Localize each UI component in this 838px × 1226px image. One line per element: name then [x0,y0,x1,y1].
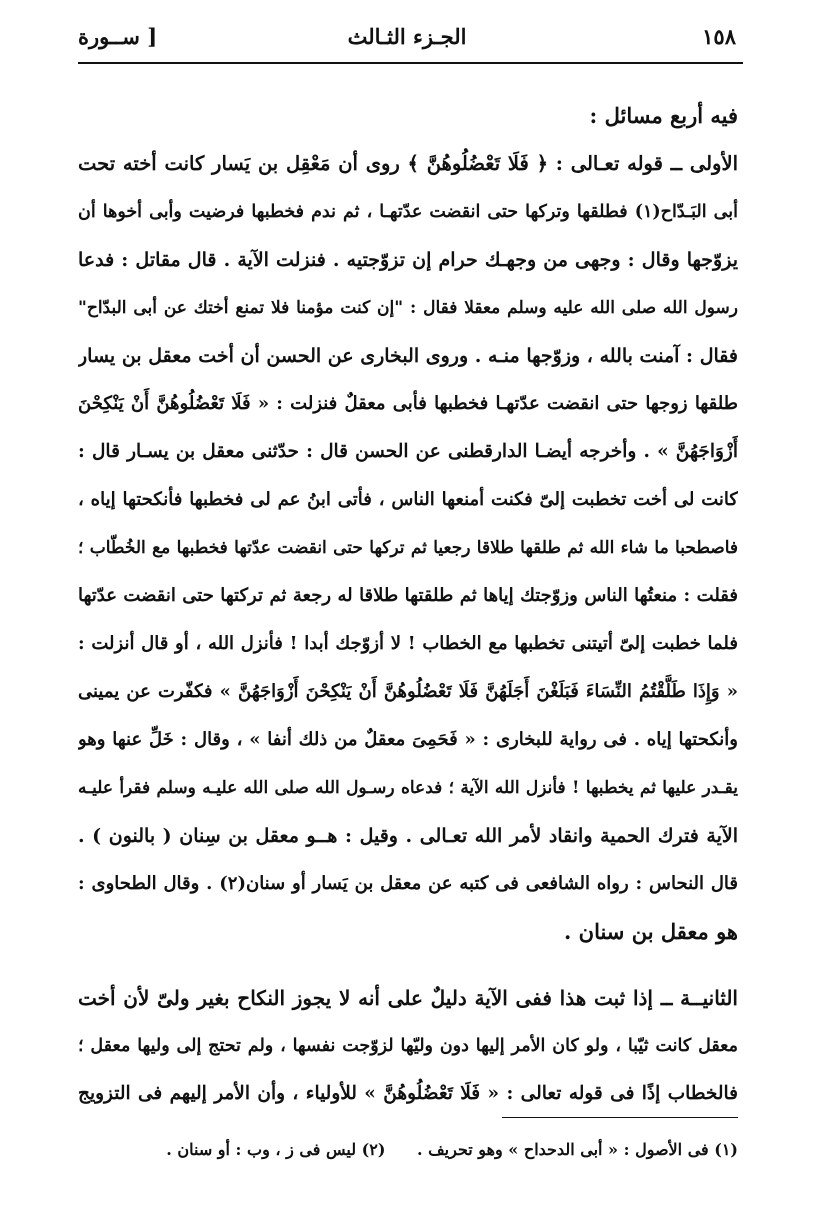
text-line: قال النحاس : رواه الشافعى فى كتبه عن معقل بن يَسار أو سنان(٢) . وقال الطحاوى : [78,873,738,894]
running-head: الجـزء الثـالث [347,24,467,49]
footnote-2: (٢) ليس فى ز ، وب : أو سنان . [166,1140,386,1159]
text-line: فيه أربع مسائل : [589,103,738,128]
text-line: وأنكحتها إياه . فى رواية للبخارى : « فَحَمِىَ معقلٌ من ذلك أنفا » ، وقال : خَلِّ عنها وهو [78,729,738,750]
text-line: أبى البَـدّاح(١) فطلقها وتركها حتى انقضت عدّتهـا ، ثم ندم فخطبها فرضيت وأبى أخوها أن [78,202,738,222]
text-line: فلما خطبت إلىّ أتيتنى تخطبها مع الخطاب ! لا أزوّجك أبدا ! فأنزل الله ، أو قال أنزلت : [78,633,738,654]
header-rule [78,62,743,64]
text-line: الثانيــة ــ إذا ثبت هذا ففى الآية دليلٌ على أنه لا يجوز النكاح بغير ولىّ لأن أخت [78,986,738,1010]
footnotes [110,1140,738,1159]
text-line: فقال : آمنت بالله ، وزوّجها منـه . وروى البخارى عن الحسن أن أخت معقل بن يسار [78,345,738,367]
text-line: رسول الله صلى الله عليه وسلم معقلا فقال : "إن كنت مؤمنا فلا تمنع أختك عن أبى البدّاح" [78,298,738,318]
text-line: معقل كانت ثيّبا ، ولو كان الأمر إليها دون وليّها لزوّجت نفسها ، ولم تحتج إلى وليها معقل ؛ [78,1036,738,1056]
text-line: « وَإِذَا طَلَّقْتُمُ النِّسَاءَ فَبَلَغْنَ أَجَلَهُنَّ فَلَا تَعْضُلُوهُنَّ أَنْ يَنْكِحْنَ أَزْوَاجَهُنَّ » فكفّرت عن يمينى [78,681,738,702]
text-line: كانت لى أخت تخطبت إلىّ فكنت أمنعها الناس ، فأتى ابنُ عم لى فخطبها فأنكحتها إياه ، [78,489,738,510]
footnote-1: (١) فى الأصول : « أبى الدحداح » وهو تحريف . [416,1140,738,1159]
text-line: فالخطاب إذًا فى قوله تعالى : « فَلَا تَعْضُلُوهُنَّ » للأولياء ، وأن الأمر إليهم فى التزويج [78,1083,738,1104]
page-header [78,10,736,58]
text-line: يقـدر عليها ثم يخطبها ! فأنزل الله الآية ؛ فدعاه رسـول الله صلى الله عليـه وسلم فقرأ عليـه [78,778,738,798]
paragraph-gap [78,956,738,974]
text-line: أَزْوَاجَهُنَّ » . وأخرجه أيضـا الدارقطنى عن الحسن قال : حدّثنى معقل بن يسـار قال : [78,441,738,462]
text-line: فقلت : منعتُها الناس وزوّجتك إياها ثم طلقتها طلاقا له رجعة ثم تركتها حتى انقضت عدّتها [78,585,738,606]
sura-label: [ ســورة [78,24,158,49]
text-line: يزوّجها وقال : وجهى من وجهـك حرام إن تزوّجتيه . فنزلت الآية . قال مقاتل : فدعا [78,249,738,271]
text-line: الأولى ــ قوله تعـالى : ﴿ فَلَا تَعْضُلُوهُنَّ ﴾ روى أن مَعْقِل بن يَسار كانت أخته تحت [78,152,738,175]
body-text [78,92,738,1118]
text-line: الآية فترك الحمية وانقاد لأمر الله تعـالى . وقيل : هــو معقل بن سِنان ( بالنون ) . [78,825,738,847]
text-line: هو معقل بن سنان . [564,919,738,944]
text-line: فاصطحبا ما شاء الله ثم طلقها طلاقا رجعيا ثم تركها حتى انقضت عدّتها فخطبها مع الخُطّاب ؛ [78,538,738,558]
footnote-rule [502,1117,738,1118]
text-line: طلقها زوجها حتى انقضت عدّتهـا فخطبها فأبى معقلٌ فنزلت : « فَلَا تَعْضُلُوهُنَّ أَنْ يَنْكِحْنَ [78,393,738,414]
page-number: ١٥٨ [702,24,736,49]
